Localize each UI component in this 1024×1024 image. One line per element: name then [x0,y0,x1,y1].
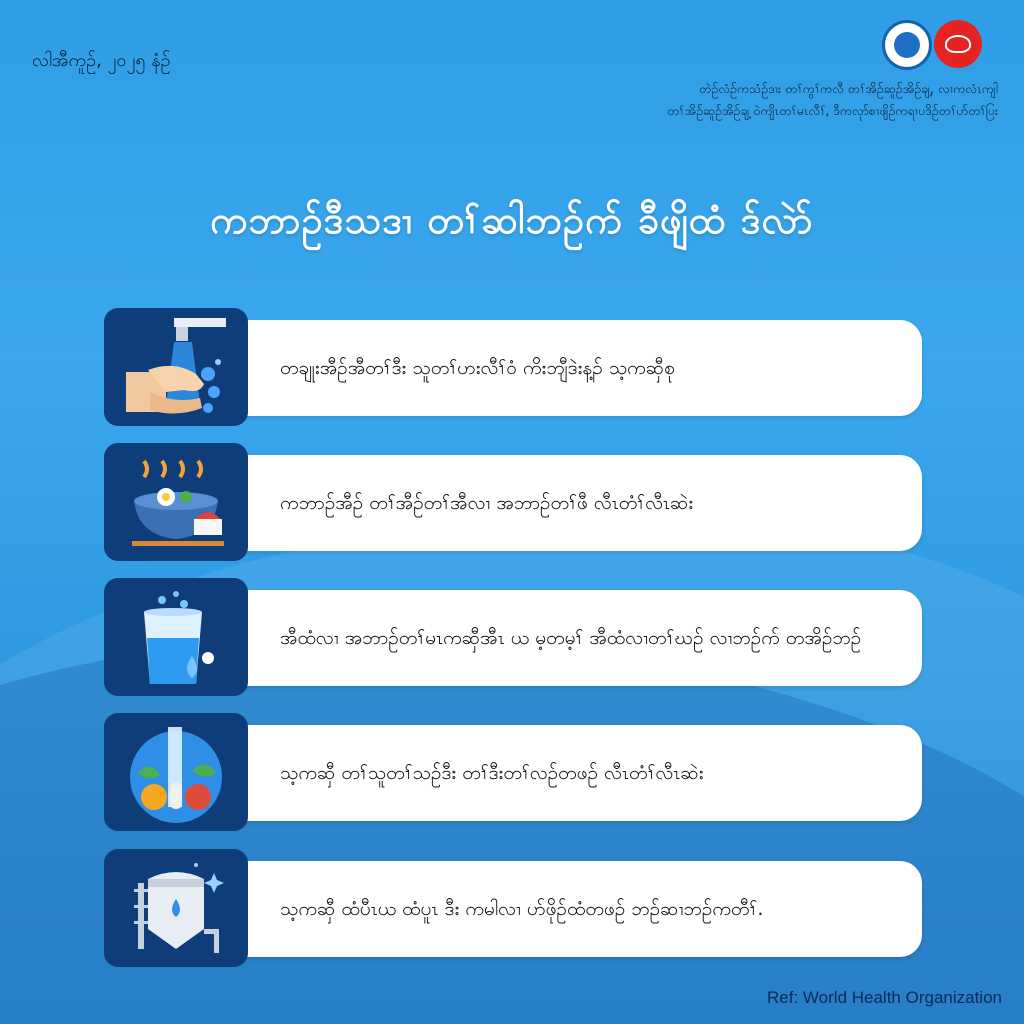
tip-row [104,578,924,696]
subtitle [438,78,998,122]
tip-text: အီထံလၢ အဘာဉ်တၢ်မၤကဆှီအီၤ ယ မ့တမ့ၢ် အီထံလၢတၢ်ဃဉ် လၢဘဉ်ဂာ် တအိဉ်ဘဉ် [280,627,862,649]
page-title: ကဘာဉ်ဒီသဒၢ တၢ်ဆါဘဉ်ဂာ် ခီဖျိထံ ဒ်လဲာ် [210,198,814,242]
washing-vegetables-icon [104,713,248,831]
tip-text: သ့ကဆှီ တၢ်သူတၢ်သဉ်ဒီး တၢ်ဒီးတၢ်လဉ်တဖဉ် လီၤတံၢ်လီၤဆဲး [280,762,704,784]
handwashing-icon [104,308,248,426]
date-label: လါအီကူဉ်, ၂၀၂၅ နံဉ် [32,50,171,71]
tip-row [104,443,924,561]
subtitle-line: တဲဉ်လံဉ်ကသံဉ်ဒၢး တၢ်ကွၢ်ကလီ တၢ်အိဉ်ဆူဉ်အိဉ်ချ့, လၢကလံၤကျါ [699,81,998,96]
tip-text: ကဘာဉ်အီဉ် တၢ်အီဉ်တၢ်အီလၢ အဘာဉ်တၢ်ဖီ လီၤတံၢ်လီၤဆဲး [280,492,694,514]
water-glass-icon [104,578,248,696]
hot-food-bowl-icon [104,443,248,561]
reference-text: Ref: World Health Organization [767,988,1002,1007]
red-organization-logo [934,20,982,68]
subtitle-line: တၢ်အိဉ်ဆူဉ်အိဉ်ချ့ ဝဲကျိၤတၢ်မၤလီၢ်, ဒီကလုာ်စၢဖျိဉ်ကရၢပဒိဉ်တၢ်ပာ်တၢ်ပြး [667,103,998,118]
ministry-of-health-logo [882,20,932,70]
logo-group [882,20,982,70]
tip-text: သ့ကဆှီ ထံပီၤယ ထံပူၤ ဒီး ကမါလၢ ပာ်ဖိုဉ်ထံတဖဉ် ဘဉ်ဆၢဘဉ်ကတီၢ်. [280,898,764,920]
tip-row [104,308,924,426]
tip-row [104,713,924,831]
water-tank-icon [104,849,248,967]
tip-row [104,849,924,967]
tip-text: တချုးအီဉ်အီတၢ်ဒီး သူတၢ်ဟးလီၢ်ဝံ ကိးဘျီဒဲးန့ၣ် သ့ကဆှီစု [280,357,675,379]
